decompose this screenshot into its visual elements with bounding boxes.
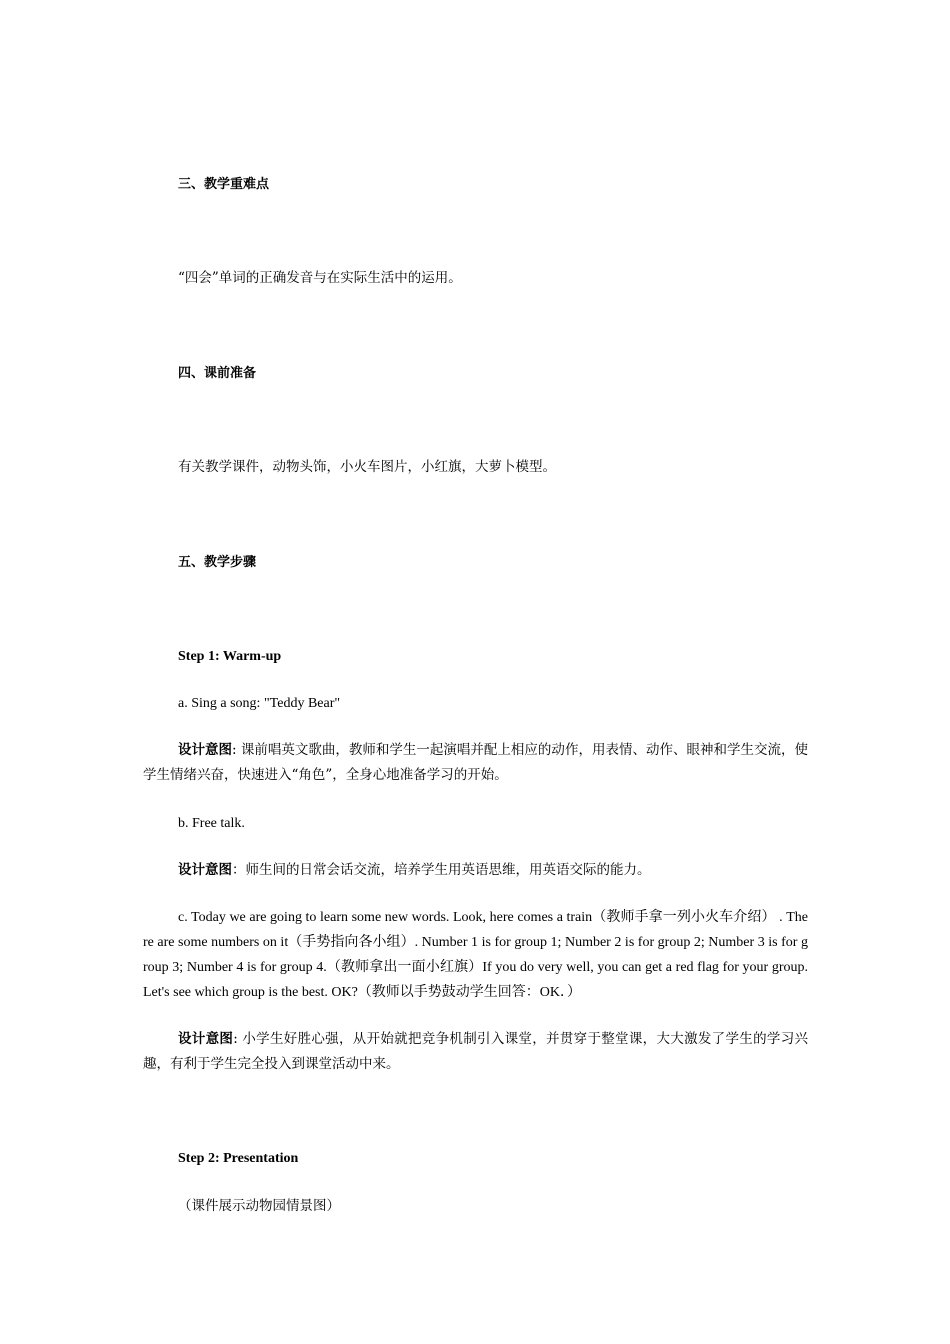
section-heading-steps: 五、教学步骤 <box>178 555 257 570</box>
step1-intent-b <box>143 858 808 883</box>
intent-label: 设计意图 <box>178 862 232 878</box>
step2-text: （课件展示动物园情景图） <box>178 1198 340 1214</box>
step1-item-b: b. Free talk. <box>178 816 245 831</box>
section-heading-preparation: 四、课前准备 <box>178 366 257 381</box>
preparation-text: 有关教学课件，动物头饰，小火车图片，小红旗，大萝卜模型。 <box>178 459 556 475</box>
step1-item-a: a. Sing a song: "Teddy Bear" <box>178 696 341 711</box>
step1-title: Step 1: Warm-up <box>178 649 282 664</box>
intent-a-text: : 课前唱英文歌曲，教师和学生一起演唱并配上相应的动作，用表情、动作、眼神和学生交流，使学生情绪兴奋，快速进入“角色”，全身心地准备学习的开始。 <box>143 742 808 783</box>
step1-intent-c <box>143 1027 808 1077</box>
step2-title: Step 2: Presentation <box>178 1151 299 1166</box>
step1-item-c: c. Today we are going to learn some new words. Look, here comes a train（教师手拿一列小火车介绍） . There are some numbers on it（手势指向各小组）. Number 1 is for group 1; Number 2 is for group 2; Number 3 is for group 3; Number 4 is for group 4.（教师拿出一面小红旗）If you do very well, you can get a red flag for your group. Let's see which group is the best. OK?（教师以手势鼓动学生回答：OK．） <box>143 910 808 1000</box>
intent-label: 设计意图 <box>178 742 233 758</box>
intent-label: 设计意图 <box>178 1031 234 1047</box>
intent-c-text: : 小学生好胜心强，从开始就把竞争机制引入课堂，并贯穿于整堂课，大大激发了学生的学习兴趣，有利于学生完全投入到课堂活动中来。 <box>143 1031 808 1072</box>
difficulties-text: “四会”单词的正确发音与在实际生活中的运用。 <box>178 270 462 286</box>
intent-b-text: ：师生间的日常会话交流，培养学生用英语思维，用英语交际的能力。 <box>232 862 651 878</box>
section-heading-difficulties: 三、教学重难点 <box>178 177 270 192</box>
step1-intent-a <box>143 738 808 788</box>
